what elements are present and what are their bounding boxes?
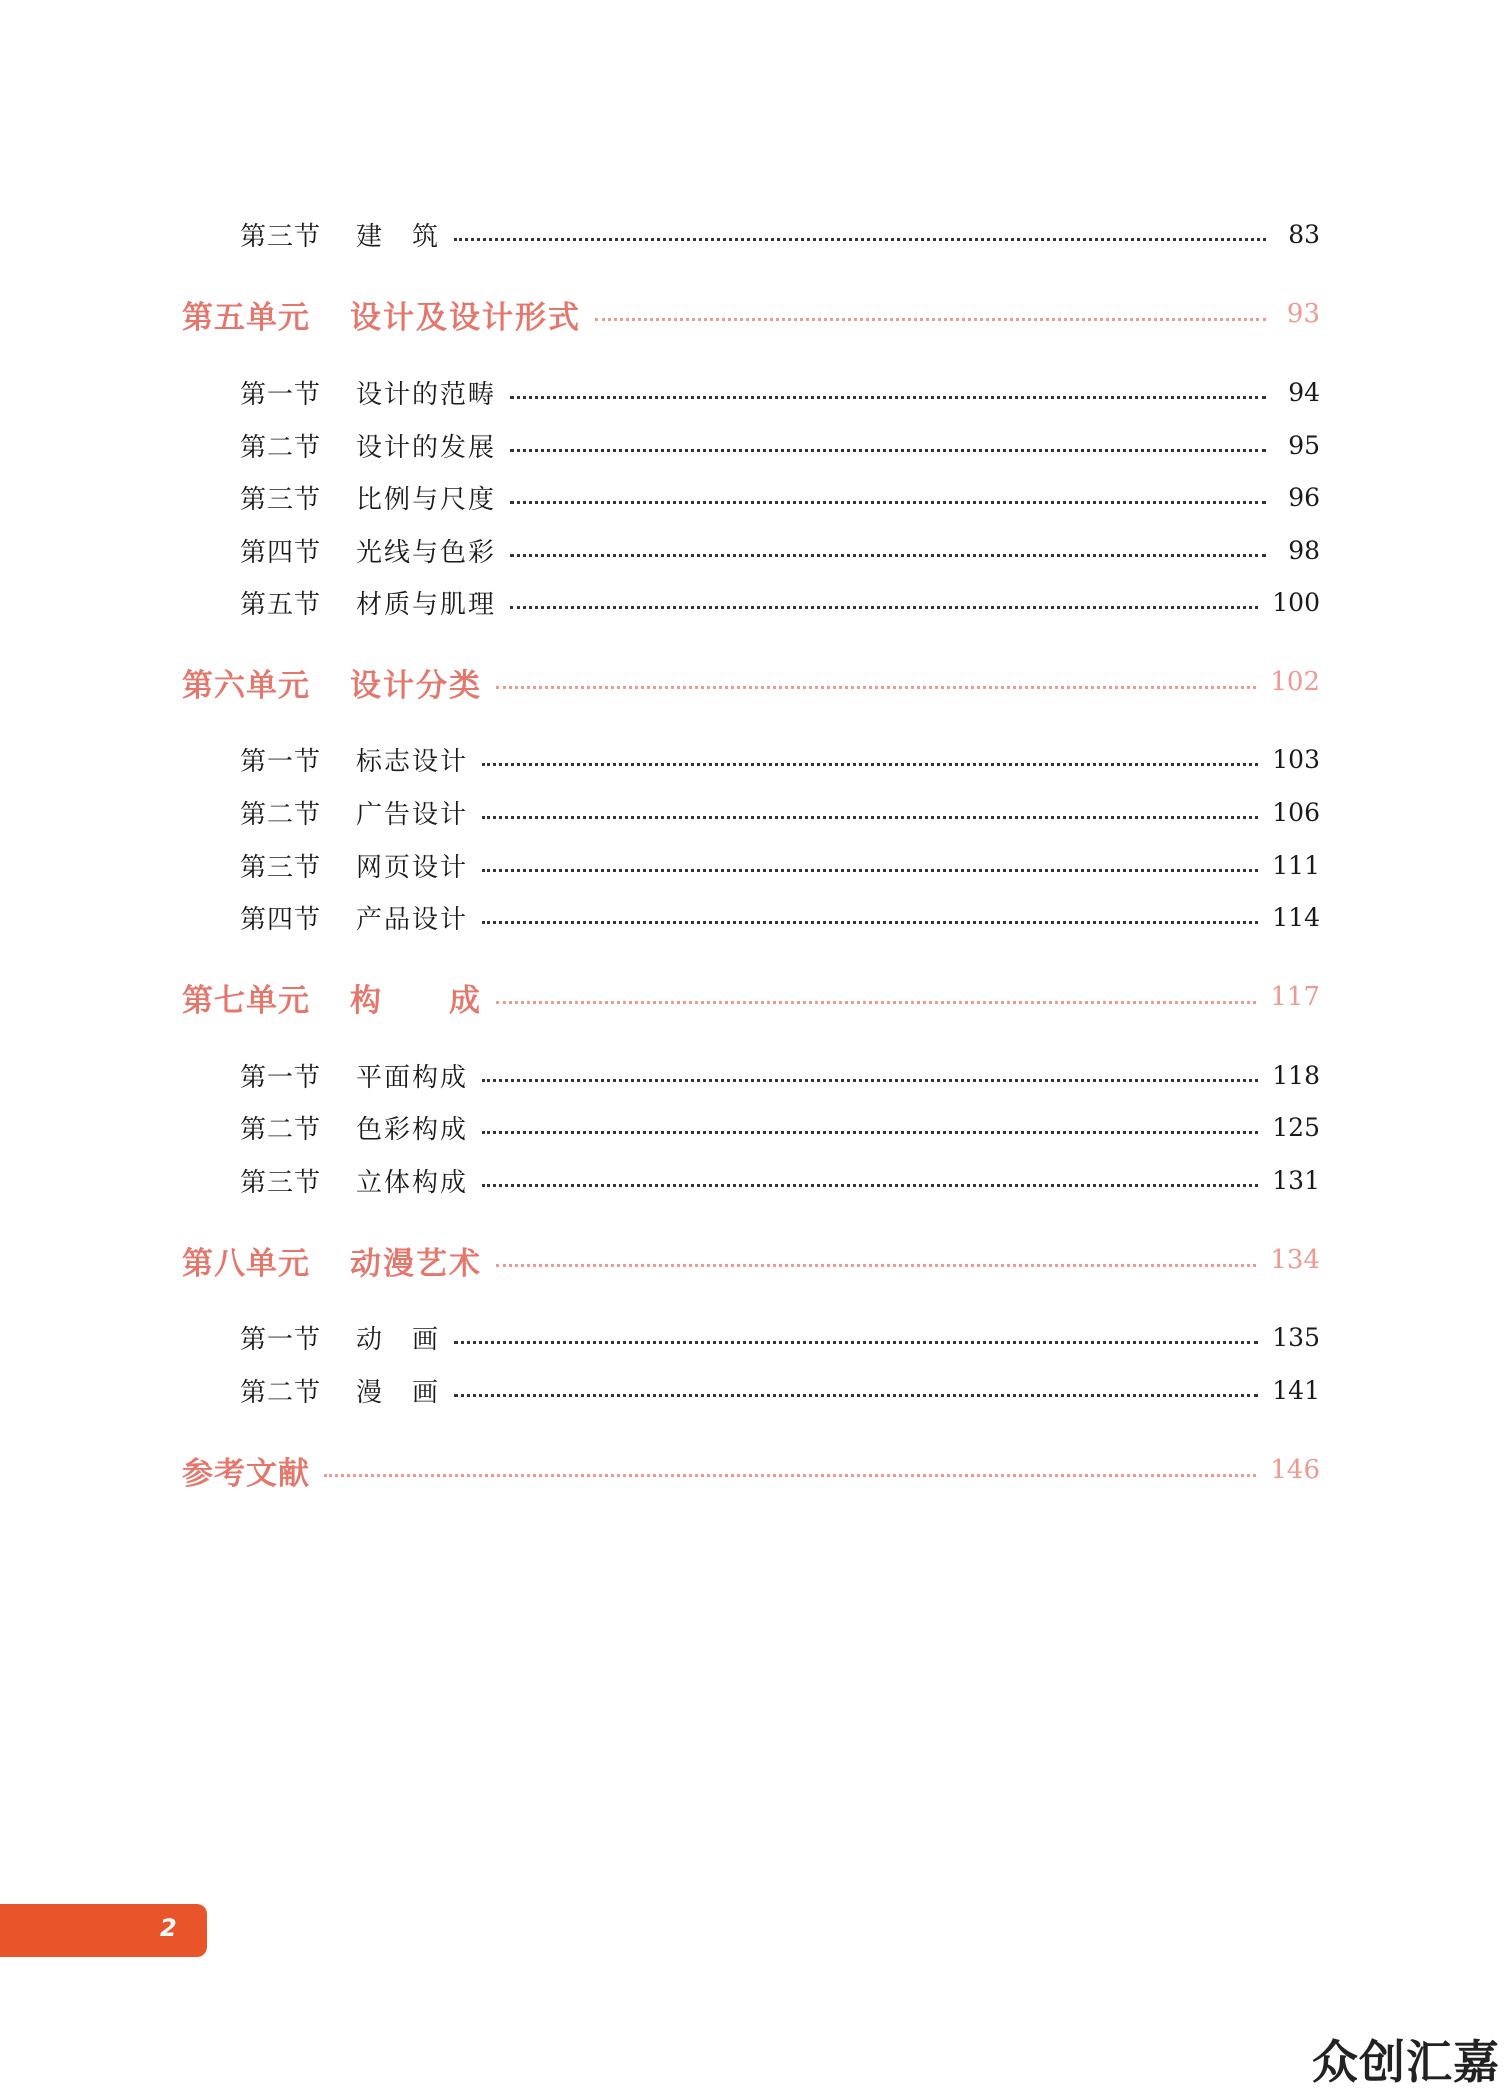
toc-entry[interactable] bbox=[240, 580, 1320, 624]
dot-leader bbox=[482, 1131, 1258, 1134]
section-title: 建 筑 bbox=[356, 221, 441, 252]
page-ref: 106 bbox=[1272, 797, 1320, 827]
dot-leader bbox=[510, 554, 1266, 557]
toc-entry[interactable] bbox=[240, 475, 1320, 519]
unit-title: 设计及设计形式 bbox=[350, 299, 581, 336]
toc-entry[interactable] bbox=[240, 790, 1320, 834]
section-title: 色彩构成 bbox=[356, 1114, 469, 1145]
page-ref: 146 bbox=[1270, 1455, 1320, 1485]
dot-leader bbox=[496, 686, 1256, 689]
section-title: 光线与色彩 bbox=[356, 537, 497, 568]
section-title: 比例与尺度 bbox=[356, 484, 497, 515]
section-number: 第二节 bbox=[240, 432, 322, 463]
dot-leader bbox=[482, 1184, 1258, 1187]
toc-entry[interactable] bbox=[240, 212, 1320, 256]
page-ref: 125 bbox=[1272, 1112, 1320, 1142]
dot-leader bbox=[595, 318, 1266, 321]
dot-leader bbox=[510, 501, 1266, 504]
section-number: 第一节 bbox=[240, 1324, 322, 1355]
toc-entry[interactable] bbox=[240, 1315, 1320, 1359]
toc-unit-heading[interactable] bbox=[182, 1448, 1320, 1492]
page-ref: 134 bbox=[1270, 1245, 1320, 1275]
dot-leader bbox=[510, 396, 1266, 399]
references-heading: 参考文献 bbox=[182, 1455, 310, 1492]
toc-entry[interactable] bbox=[240, 737, 1320, 781]
section-number: 第四节 bbox=[240, 537, 322, 568]
section-number: 第二节 bbox=[240, 799, 322, 830]
page-ref: 83 bbox=[1288, 219, 1320, 249]
section-number: 第三节 bbox=[240, 221, 322, 252]
section-number: 第五节 bbox=[240, 589, 322, 620]
section-title: 产品设计 bbox=[356, 904, 469, 935]
dot-leader bbox=[510, 449, 1266, 452]
section-number: 第三节 bbox=[240, 484, 322, 515]
section-title: 设计的范畴 bbox=[356, 379, 497, 410]
unit-title: 动漫艺术 bbox=[350, 1245, 482, 1282]
page-ref: 100 bbox=[1272, 587, 1320, 617]
section-number: 第一节 bbox=[240, 746, 322, 777]
dot-leader bbox=[496, 1264, 1256, 1267]
unit-number: 第五单元 bbox=[182, 299, 310, 336]
toc-entry[interactable] bbox=[240, 528, 1320, 572]
page-ref: 131 bbox=[1272, 1165, 1320, 1195]
dot-leader bbox=[454, 1394, 1258, 1397]
section-number: 第一节 bbox=[240, 379, 322, 410]
page-number-tab bbox=[0, 1904, 207, 1957]
toc-entry[interactable] bbox=[240, 1158, 1320, 1202]
section-title: 平面构成 bbox=[356, 1062, 469, 1093]
dot-leader bbox=[496, 1001, 1256, 1004]
toc-unit-heading[interactable] bbox=[182, 975, 1320, 1019]
toc-unit-heading[interactable] bbox=[182, 292, 1320, 336]
section-title: 广告设计 bbox=[356, 799, 469, 830]
section-title: 漫 画 bbox=[356, 1377, 441, 1408]
unit-number: 第六单元 bbox=[182, 667, 310, 704]
section-number: 第一节 bbox=[240, 1062, 322, 1093]
dot-leader bbox=[482, 763, 1258, 766]
toc-entry[interactable] bbox=[240, 370, 1320, 414]
section-title: 标志设计 bbox=[356, 746, 469, 777]
page-ref: 98 bbox=[1288, 535, 1320, 565]
page-ref: 118 bbox=[1272, 1060, 1320, 1090]
toc-entry[interactable] bbox=[240, 895, 1320, 939]
page-ref: 111 bbox=[1272, 850, 1320, 880]
page-ref: 117 bbox=[1270, 982, 1320, 1012]
dot-leader bbox=[482, 1079, 1258, 1082]
section-title: 网页设计 bbox=[356, 852, 469, 883]
unit-number: 第八单元 bbox=[182, 1245, 310, 1282]
section-number: 第二节 bbox=[240, 1114, 322, 1145]
page-number: 2 bbox=[160, 1914, 177, 1942]
page-ref: 102 bbox=[1270, 667, 1320, 697]
unit-number: 第七单元 bbox=[182, 982, 310, 1019]
toc-unit-heading[interactable] bbox=[182, 660, 1320, 704]
page-ref: 141 bbox=[1272, 1375, 1320, 1405]
toc-entry[interactable] bbox=[240, 423, 1320, 467]
page-ref: 93 bbox=[1286, 299, 1320, 329]
section-title: 立体构成 bbox=[356, 1167, 469, 1198]
section-number: 第三节 bbox=[240, 1167, 322, 1198]
page-ref: 114 bbox=[1272, 902, 1320, 932]
section-title: 动 画 bbox=[356, 1324, 441, 1355]
toc-entry[interactable] bbox=[240, 1368, 1320, 1412]
section-number: 第二节 bbox=[240, 1377, 322, 1408]
section-title: 设计的发展 bbox=[356, 432, 497, 463]
dot-leader bbox=[482, 869, 1258, 872]
toc-unit-heading[interactable] bbox=[182, 1238, 1320, 1282]
page-ref: 135 bbox=[1272, 1322, 1320, 1352]
toc-entry[interactable] bbox=[240, 1053, 1320, 1097]
page-ref: 95 bbox=[1288, 430, 1320, 460]
page-ref: 96 bbox=[1288, 482, 1320, 512]
section-number: 第三节 bbox=[240, 852, 322, 883]
watermark-text: 众创汇嘉 bbox=[1312, 2035, 1500, 2089]
section-title: 材质与肌理 bbox=[356, 589, 497, 620]
toc-entry[interactable] bbox=[240, 843, 1320, 887]
dot-leader bbox=[454, 1341, 1258, 1344]
dot-leader bbox=[324, 1474, 1256, 1477]
toc-entry[interactable] bbox=[240, 1105, 1320, 1149]
page-ref: 103 bbox=[1272, 744, 1320, 774]
unit-title: 构 成 bbox=[350, 982, 482, 1019]
page-ref: 94 bbox=[1288, 377, 1320, 407]
dot-leader bbox=[482, 921, 1258, 924]
unit-title: 设计分类 bbox=[350, 667, 482, 704]
dot-leader bbox=[482, 816, 1258, 819]
section-number: 第四节 bbox=[240, 904, 322, 935]
dot-leader bbox=[510, 606, 1258, 609]
dot-leader bbox=[454, 238, 1266, 241]
